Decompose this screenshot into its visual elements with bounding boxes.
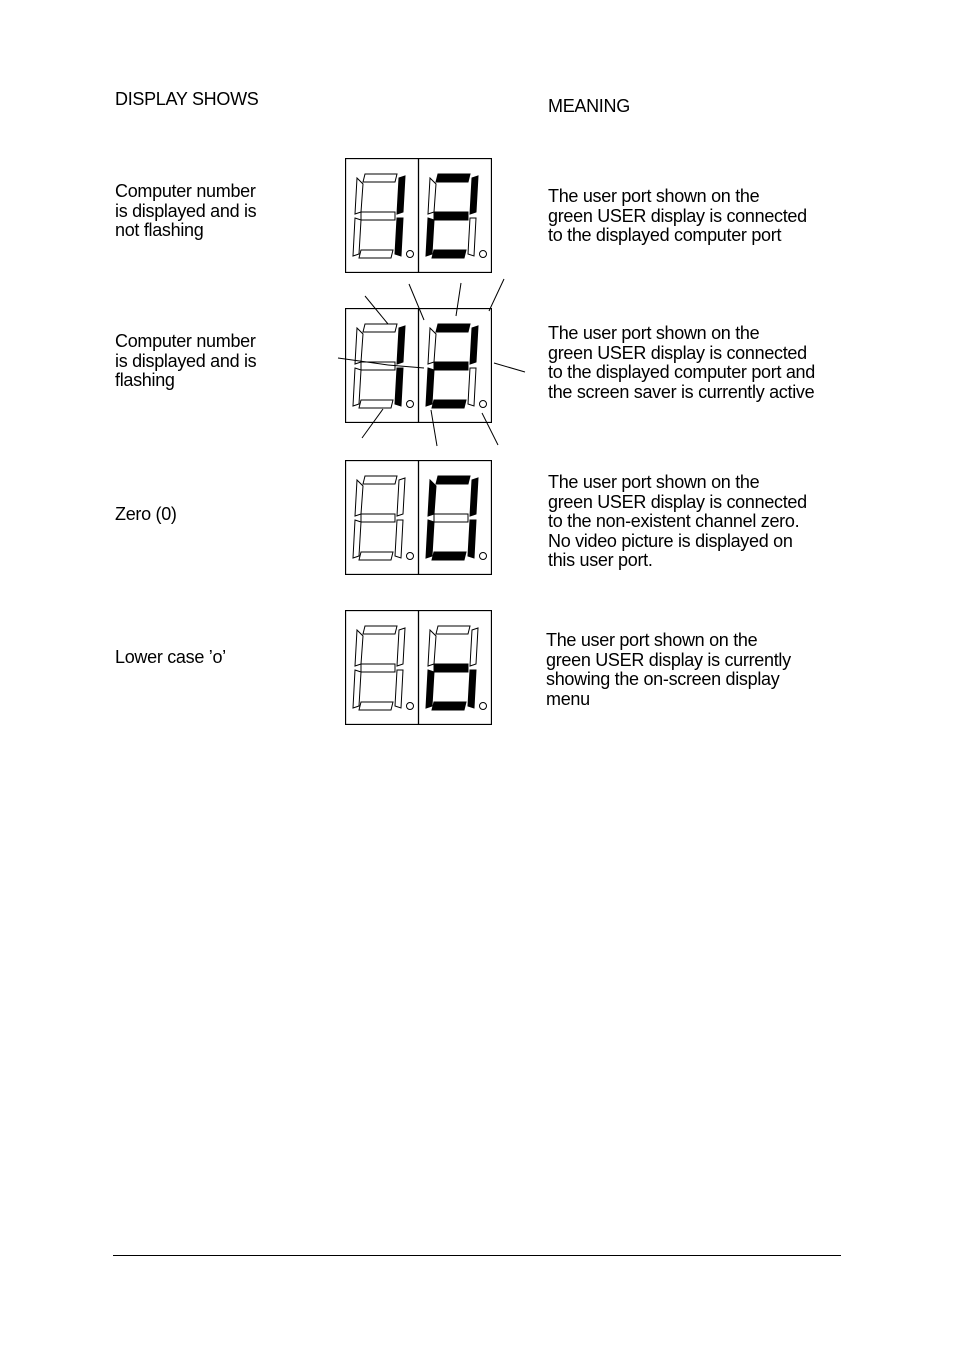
seven-segment-svg — [345, 610, 492, 725]
left-digit-segment-b-off — [397, 478, 405, 516]
right-digit-segment-e-on — [426, 218, 434, 256]
right-digit-segment-a-off — [436, 626, 470, 634]
left-digit-segment-d-off — [359, 702, 393, 710]
left-digit-segment-g-off — [361, 212, 395, 220]
left-digit-segment-f-off — [355, 480, 363, 516]
meaning-flashing: The user port shown on the green USER display is connected to the displayed computer port and the screen saver is currently active — [548, 323, 815, 402]
left-digit-segment-c-off — [395, 670, 403, 708]
meaning-heading: MEANING — [548, 96, 630, 116]
right-digit-segment-b-on — [470, 176, 478, 214]
seven-segment-svg — [345, 460, 492, 575]
left-digit-segment-f-off — [355, 630, 363, 666]
left-digit-segment-f-off — [355, 328, 363, 364]
left-digit-segment-a-off — [363, 626, 397, 634]
left-decimal-point — [407, 251, 414, 258]
right-digit-segment-d-on — [432, 250, 466, 258]
right-digit-segment-d-on — [432, 400, 466, 408]
row-label-zero: Zero (0) — [115, 504, 177, 524]
left-digit-segment-d-off — [359, 552, 393, 560]
meaning-not-flashing: The user port shown on the green USER display is connected to the displayed computer port — [548, 186, 807, 245]
right-digit-segment-d-on — [432, 552, 466, 560]
right-digit-segment-d-on — [432, 702, 466, 710]
right-decimal-point — [480, 251, 487, 258]
right-digit-segment-g-on — [434, 362, 468, 370]
left-digit-segment-c-on — [395, 368, 403, 406]
seven-segment-display-not-flashing — [345, 158, 492, 273]
right-decimal-point — [480, 553, 487, 560]
row-label-lowercase-o: Lower case ’o’ — [115, 647, 226, 667]
right-decimal-point — [480, 401, 487, 408]
left-digit-segment-a-off — [363, 174, 397, 182]
left-digit-segment-d-off — [359, 400, 393, 408]
seven-segment-display-lowercase-o — [345, 610, 492, 725]
meaning-zero: The user port shown on the green USER display is connected to the non-existent channel zero. No video picture is displayed on this user port. — [548, 472, 807, 570]
left-decimal-point — [407, 553, 414, 560]
left-digit-segment-e-off — [353, 368, 361, 406]
right-digit-segment-f-off — [428, 328, 436, 364]
left-digit-segment-e-off — [353, 218, 361, 256]
right-digit-segment-c-on — [468, 520, 476, 558]
seven-segment-display-zero — [345, 460, 492, 575]
left-digit-segment-a-off — [363, 476, 397, 484]
right-digit-segment-c-off — [468, 368, 476, 406]
right-digit-segment-b-off — [470, 628, 478, 666]
right-digit-segment-c-on — [468, 670, 476, 708]
right-digit-segment-g-off — [434, 514, 468, 522]
seven-segment-svg — [345, 308, 492, 423]
left-digit-segment-f-off — [355, 178, 363, 214]
right-digit-segment-b-on — [470, 478, 478, 516]
left-digit-segment-b-on — [397, 326, 405, 364]
left-decimal-point — [407, 401, 414, 408]
seven-segment-svg — [345, 158, 492, 273]
row-label-flashing: Computer number is displayed and is flashing — [115, 331, 257, 390]
right-digit-segment-f-off — [428, 178, 436, 214]
left-digit-segment-g-off — [361, 362, 395, 370]
right-digit-segment-e-on — [426, 520, 434, 558]
right-digit-segment-a-on — [436, 476, 470, 484]
footer-rule — [113, 1255, 841, 1256]
display-shows-heading: DISPLAY SHOWS — [115, 89, 259, 109]
right-digit-segment-e-on — [426, 368, 434, 406]
left-digit-segment-e-off — [353, 670, 361, 708]
left-digit-segment-g-off — [361, 664, 395, 672]
left-digit-segment-c-off — [395, 520, 403, 558]
right-decimal-point — [480, 703, 487, 710]
right-digit-segment-a-on — [436, 174, 470, 182]
right-digit-segment-a-on — [436, 324, 470, 332]
left-digit-segment-e-off — [353, 520, 361, 558]
right-digit-segment-f-off — [428, 630, 436, 666]
seven-segment-display-flashing — [345, 308, 492, 423]
right-digit-segment-c-off — [468, 218, 476, 256]
right-digit-segment-g-on — [434, 212, 468, 220]
meaning-lowercase-o: The user port shown on the green USER display is currently showing the on-screen display menu — [546, 630, 791, 709]
right-digit-segment-g-on — [434, 664, 468, 672]
left-digit-segment-a-off — [363, 324, 397, 332]
left-digit-segment-b-off — [397, 628, 405, 666]
right-digit-segment-b-on — [470, 326, 478, 364]
left-digit-segment-c-on — [395, 218, 403, 256]
right-digit-segment-f-on — [428, 480, 436, 516]
row-label-not-flashing: Computer number is displayed and is not flashing — [115, 181, 257, 240]
left-digit-segment-d-off — [359, 250, 393, 258]
left-digit-segment-b-on — [397, 176, 405, 214]
left-decimal-point — [407, 703, 414, 710]
right-digit-segment-e-on — [426, 670, 434, 708]
left-digit-segment-g-off — [361, 514, 395, 522]
